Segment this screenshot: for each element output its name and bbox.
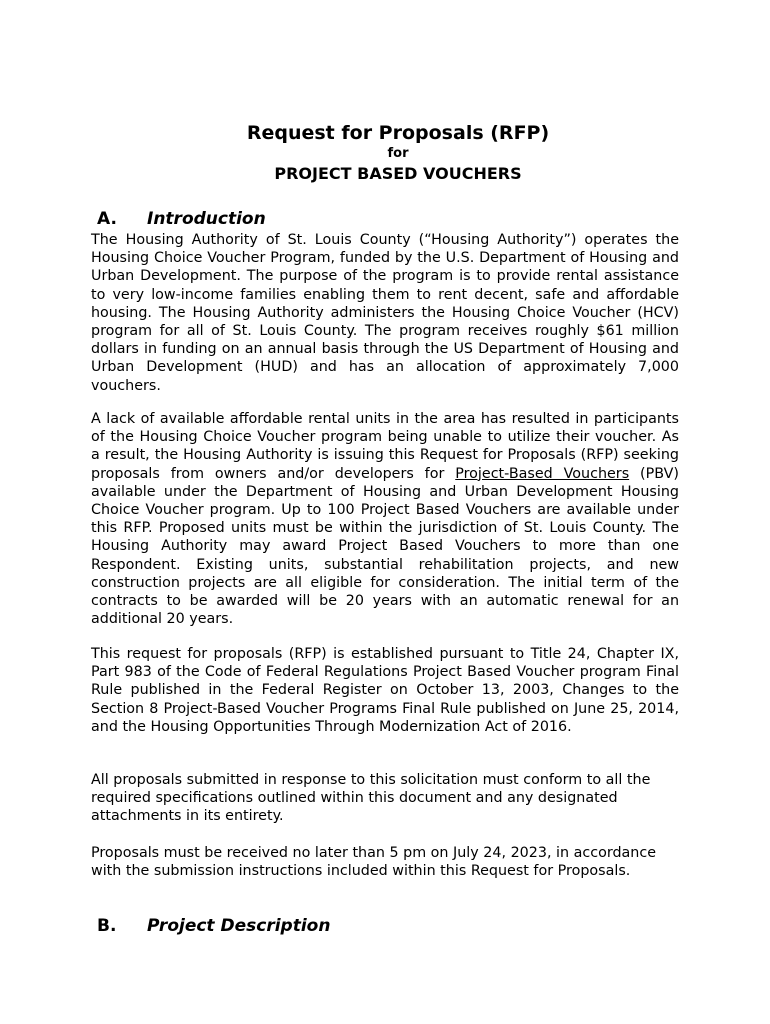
document-title: Request for Proposals (RFP) (246, 122, 550, 144)
paragraph-introduction: The Housing Authority of St. Louis County (“Housing Authority”) operates the Housing Choice Voucher Program, funded by the U.S. Department of Housing and Urban Development. The purpose of the program is to provide rental assistance to very low-income families enabling them to rent decent, safe and affordable housing. The Housing Authority administers the Housing Choice Voucher (HCV) program for all of St. Louis County. The program receives roughly $61 million dollars in funding on an annual basis through the US Department of Housing and Urban Development (HUD) and has an allocation of approximately 7,000 vouchers. (91, 232, 679, 394)
paragraph-regulations: This request for proposals (RFP) is established pursuant to Title 24, Chapter IX, Part 983 of the Code of Federal Regulations Project Based Voucher program Final Rule published in the Federal Register on October 13, 2003, Changes to the Section 8 Project-Based Voucher Programs Final Rule published on June 25, 2014, and the Housing Opportunities Through Modernization Act of 2016. (91, 646, 679, 735)
project-based-vouchers-link[interactable]: Project-Based Vouchers (455, 465, 630, 482)
section-title: Project Description (147, 916, 331, 936)
paragraph-lack-of-units (91, 410, 679, 628)
paragraph-deadline: Proposals must be received no later than 5 pm on July 24, 2023, in accordance with the submission instructions included within this Request for Proposals. (91, 845, 657, 880)
section-heading-project-description (97, 916, 330, 936)
section-number: A. (97, 209, 117, 229)
section-heading-introduction (97, 209, 266, 229)
document-subtitle: PROJECT BASED VOUCHERS (274, 164, 522, 183)
section-title: Introduction (147, 209, 266, 229)
paragraph-conformance: All proposals submitted in response to this solicitation must conform to all the required specifications outlined within this document and any designated attachments in its entirety. (91, 772, 651, 825)
paragraph-text-before-link: A lack of available affordable rental units in the area has resulted in participants of the Housing Choice Voucher program being unable to utilize their voucher. As a result, the Housing Authority is issuing this Request for Proposals (RFP) seeking proposals from owners and/or developers for (91, 411, 679, 482)
section-number: B. (97, 916, 117, 936)
paragraph-text-after-link: (PBV) available under the Department of Housing and Urban Development Housing Choice Voucher program. Up to 100 Project Based Vouchers are available under this RFP. Proposed units must be within the jurisdiction of St. Louis County. The Housing Authority may award Project Based Vouchers to more than one Respondent. Existing units, substantial rehabilitation projects, and new construction projects are all eligible for consideration. The initial term of the contracts to be awarded will be 20 years with an automatic renewal for an additional 20 years. (91, 465, 679, 628)
document-title-for: for (387, 146, 409, 161)
